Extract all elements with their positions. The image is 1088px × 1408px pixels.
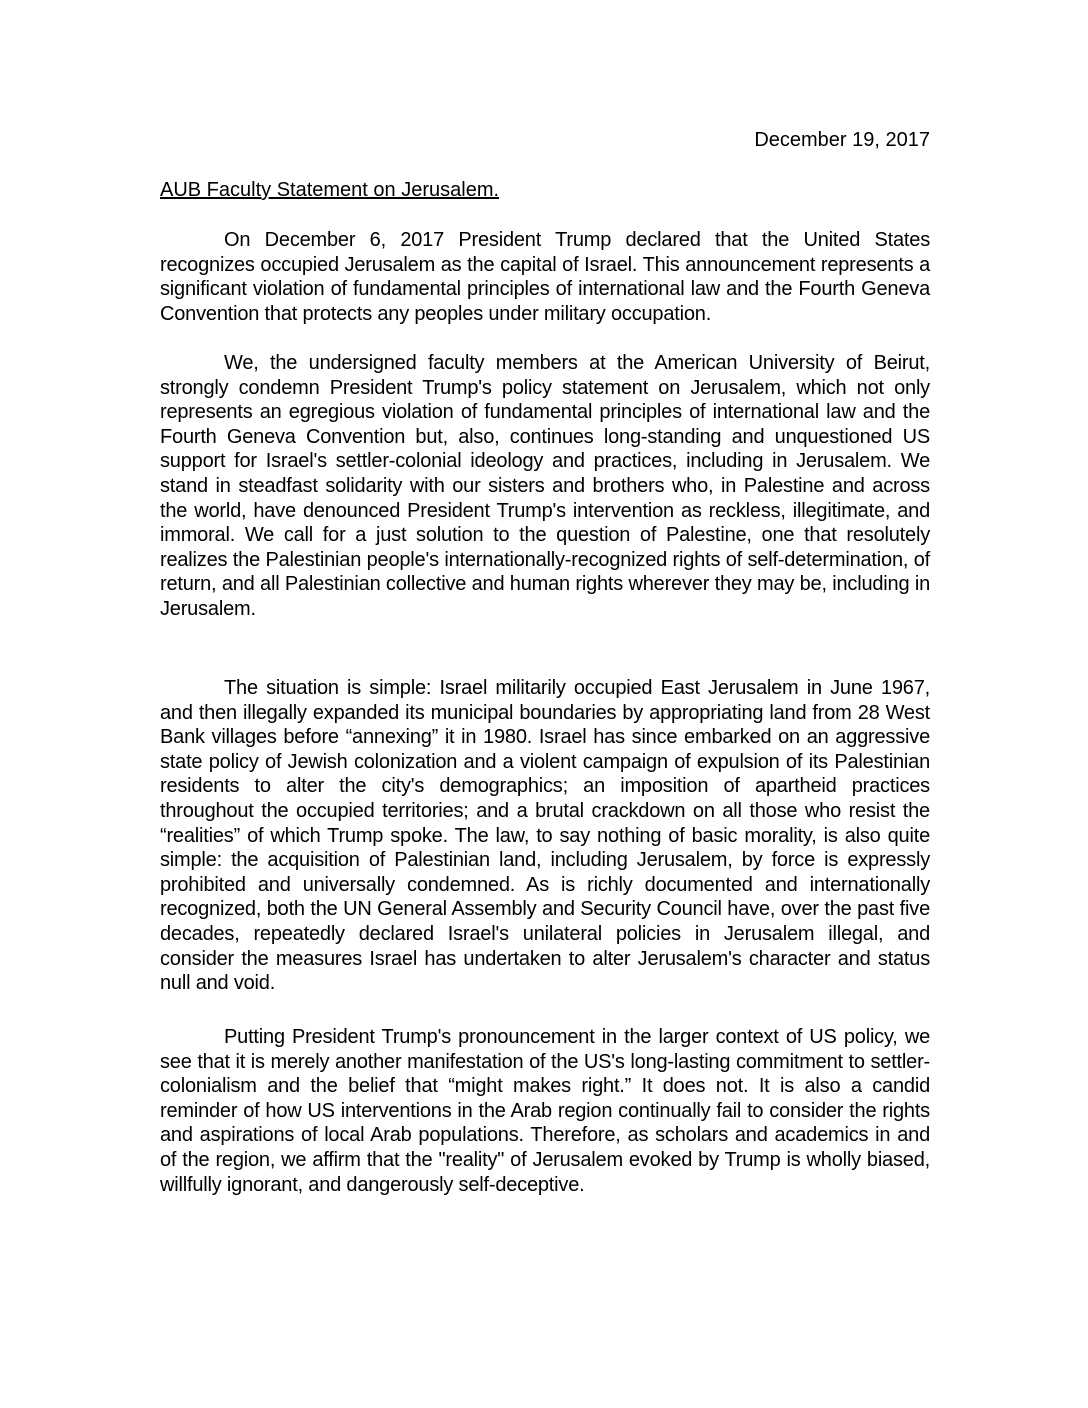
paragraph-announcement: On December 6, 2017 President Trump declared that the United States recognizes occupied Jerusalem as the capital of Israel. This announcement represents a significant violation of fundamental principles of international law and the Fourth Geneva Convention that protects any peoples under military occupation.: [160, 229, 930, 325]
document-page: [160, 0, 930, 1408]
paragraph-us-policy: Putting President Trump's pronouncement in the larger context of US policy, we see that it is merely another manifestation of the US's long-lasting commitment to settler-colonialism and the belief that “might makes right.” It does not. It is also a candid reminder of how US interventions in the Arab region continually fail to consider the rights and aspirations of local Arab populations. Therefore, as scholars and academics in and of the region, we affirm that the "reality" of Jerusalem evoked by Trump is wholly biased, willfully ignorant, and dangerously self-deceptive.: [160, 1026, 930, 1196]
paragraph-condemnation: We, the undersigned faculty members at the American University of Beirut, strongly condemn President Trump's policy statement on Jerusalem, which not only represents an egregious violation of fundamental principles of international law and the Fourth Geneva Convention but, also, continues long-standing and unquestioned US support for Israel's settler-colonial ideology and practices, including in Jerusalem. We stand in steadfast solidarity with our sisters and brothers who, in Palestine and across the world, have denounced President Trump's intervention as reckless, illegitimate, and immoral. We call for a just solution to the question of Palestine, one that resolutely realizes the Palestinian people's internationally-recognized rights of self-determination, of return, and all Palestinian collective and human rights wherever they may be, including in Jerusalem.: [160, 352, 930, 620]
document-title: AUB Faculty Statement on Jerusalem.: [160, 179, 500, 201]
document-date: December 19, 2017: [754, 129, 930, 151]
paragraph-situation: The situation is simple: Israel militarily occupied East Jerusalem in June 1967, and then illegally expanded its municipal boundaries by appropriating land from 28 West Bank villages before “annexing” it in 1980. Israel has since embarked on an aggressive state policy of Jewish colonization and a violent campaign of expulsion of its Palestinian residents to alter the city's demographics; an imposition of apartheid practices throughout the occupied territories; and a brutal crackdown on all those who resist the “realities” of which Trump spoke. The law, to say nothing of basic morality, is also quite simple: the acquisition of Palestinian land, including Jerusalem, by force is expressly prohibited and universally condemned. As is richly documented and internationally recognized, both the UN General Assembly and Security Council have, over the past five decades, repeatedly declared Israel's unilateral policies in Jerusalem illegal, and consider the measures Israel has undertaken to alter Jerusalem's character and status null and void.: [160, 677, 930, 995]
